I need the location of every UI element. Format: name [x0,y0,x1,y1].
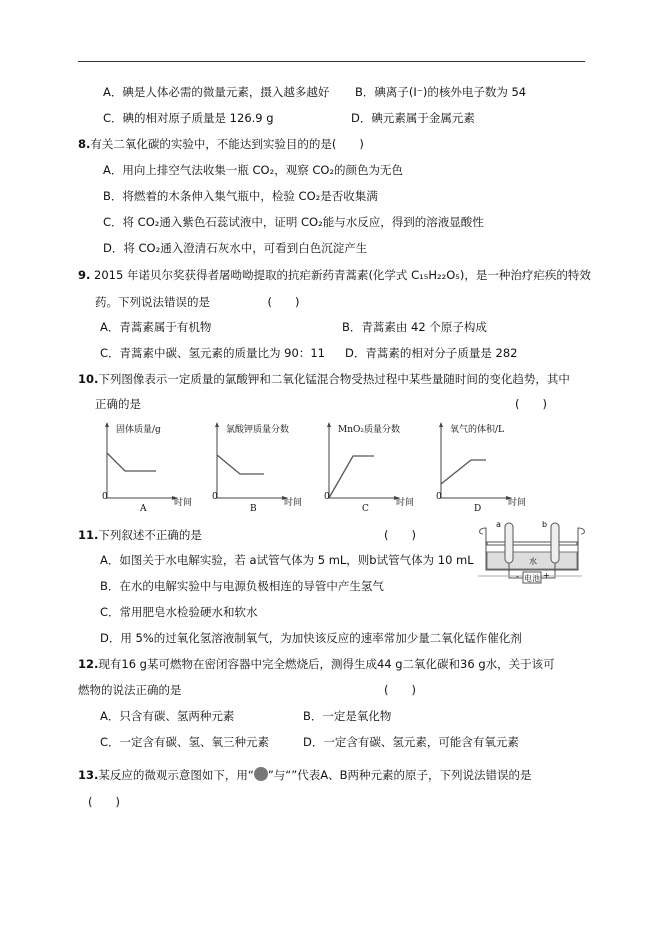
q8-option-b: B．将燃着的木条伸入集气瓶中，检验 CO₂是否收集满 [103,189,378,203]
q8-number: 8. [78,137,91,151]
q7-option-a: A．碘是人体必需的微量元素，摄入越多越好 [103,85,330,99]
q11-text: 下列叙述不正确的是 [98,528,202,542]
graph-a-xlabel: 时间 [174,498,193,508]
q11-option-a: A．如图关于水电解实验，若 a试管气体为 5 mL，则b试管气体为 10 mL [100,553,474,567]
battery-label: 电池 [524,574,540,583]
q13-number: 13. [78,768,99,782]
q9-option-b: B．青蒿素由 42 个原子构成 [342,320,487,334]
graph-b [214,420,324,515]
q12-option-c: C．一定含有碳、氢、氧三种元素 [100,735,270,749]
graph-d [438,420,548,515]
q12-option-b: B．一定是氧化物 [303,709,392,723]
q12-answer-paren: ( ) [384,683,416,697]
q9-text-2: 药。下列说法错误的是 ( ) [95,295,300,309]
graph-c-caption: C [362,504,369,514]
q13-text-mid: ”与“”代表A、B两种元素的原子，下列说法错误的是 [267,768,532,782]
q9-stem [78,268,591,282]
q11-answer-paren: ( ) [384,528,416,542]
graph-b-origin: 0 [212,492,218,502]
graph-d-ylabel: 氧气的体积/L [450,425,505,435]
q11-option-b: B．在水的电解实验中与电源负极相连的导管中产生氢气 [100,579,384,593]
gray-atom-icon [254,767,268,781]
graph-c-xlabel: 时间 [396,498,415,508]
q9-option-d: D．青蒿素的相对分子质量是 282 [345,346,518,360]
graph-a-caption: A [140,504,147,514]
electrolysis-diagram [478,518,588,588]
q11-number: 11. [78,528,99,542]
q9-text-1: 2015 年诺贝尔奖获得者屠呦呦提取的抗疟新药青蒿素(化学式 C₁₅H₂₂O₅)，是一种治疗疟疾的特效 [94,268,591,282]
graph-b-ylabel: 氯酸钾质量分数 [226,425,290,435]
graph-b-xlabel: 时间 [284,498,303,508]
q10-stem [78,372,570,386]
q10-text-2: 正确的是 [95,397,141,411]
q12-number: 12. [78,657,99,671]
q13-text-pre: 某反应的微观示意图如下，用“ [98,768,254,782]
graph-a [104,420,214,515]
graph-b-caption: B [250,504,257,514]
q7-option-b: B．碘离子(I⁻)的核外电子数为 54 [355,85,527,99]
graph-a-ylabel: 固体质量/g [116,425,161,435]
q13-stem [78,767,531,782]
q8-option-d: D．将 CO₂通入澄清石灰水中，可看到白色沉淀产生 [103,241,368,255]
q9-option-a: A．青蒿素属于有机物 [100,320,212,334]
q8-option-a: A．用向上排空气法收集一瓶 CO₂，观察 CO₂的颜色为无色 [103,163,404,177]
q10-text-1: 下列图像表示一定质量的氯酸钾和二氧化锰混合物受热过程中某些量随时间的变化趋势，其中 [98,372,570,386]
q10-number: 10. [78,372,99,386]
graph-c-ylabel: MnO₂质量分数 [338,425,400,435]
graph-d-origin: 0 [436,492,442,502]
q12-text-2: 燃物的说法正确的是 [78,683,182,697]
graph-d-caption: D [474,504,482,514]
tube-a-label: a [496,520,501,529]
battery-minus: - [516,572,519,581]
tube-b-label: b [542,520,548,529]
battery-plus: + [543,571,550,580]
graph-a-origin: 0 [102,492,108,502]
graph-c [326,420,436,515]
q9-option-c: C．青蒿素中碳、氢元素的质量比为 90：11 [100,346,325,360]
q13-answer-paren: ( ) [88,795,120,809]
q7-option-c: C．碘的相对原子质量是 126.9 g [103,111,274,125]
q12-stem [78,657,555,671]
q12-option-d: D．一定含有碳、氢元素，可能含有氧元素 [303,735,519,749]
q10-answer-paren: ( ) [515,397,547,411]
header-rule [78,61,585,62]
q11-option-d: D．用 5%的过氧化氢溶液制氧气，为加快该反应的速率常加少量二氧化锰作催化剂 [100,631,522,645]
q7-option-d: D．碘元素属于金属元素 [351,111,475,125]
graph-c-origin: 0 [324,492,330,502]
q8-text: 有关二氧化碳的实验中，不能达到实验目的的是( ) [90,137,364,151]
q12-option-a: A．只含有碳、氢两种元素 [100,709,235,723]
water-label: 水 [529,557,537,566]
graph-d-xlabel: 时间 [508,498,527,508]
q9-number: 9. [78,268,91,282]
q8-option-c: C．将 CO₂通入紫色石蕊试液中，证明 CO₂能与水反应，得到的溶液显酸性 [103,215,484,229]
q11-option-c: C．常用肥皂水检验硬水和软水 [100,605,258,619]
q8-stem [78,137,364,151]
q12-text-1: 现有16 g某可燃物在密闭容器中完全燃烧后，测得生成44 g二氧化碳和36 g水，关于该可 [98,657,555,671]
q11-stem [78,528,202,542]
